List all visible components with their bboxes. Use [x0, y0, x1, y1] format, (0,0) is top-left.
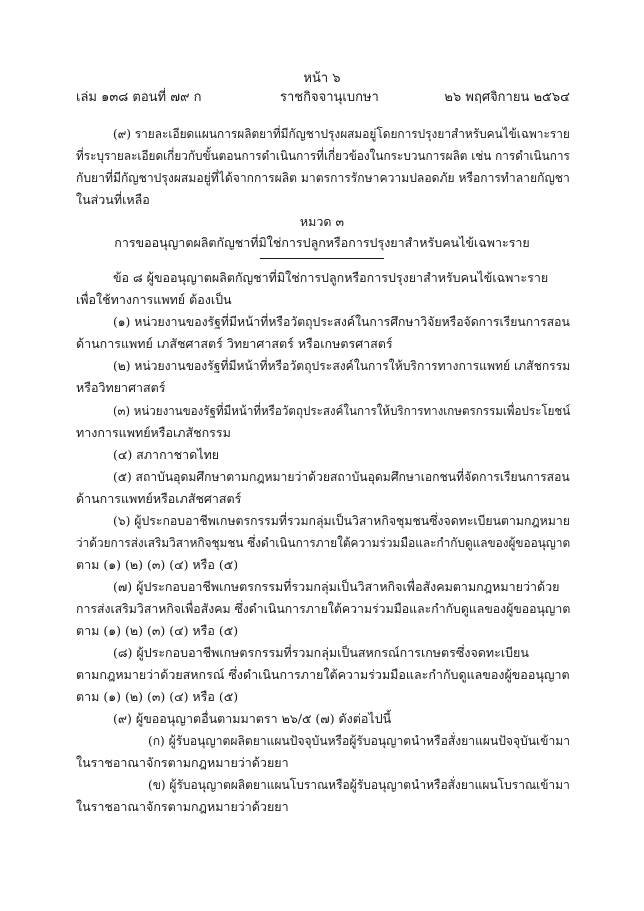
section-subheading: การขออนุญาตผลิตกัญชาที่มิใช่การปลูกหรือการปรุงยาสำหรับคนไข้เฉพาะราย: [114, 235, 530, 250]
publication-date: ๒๖ พฤศจิกายน ๒๕๖๔: [444, 90, 570, 105]
item-line: ด้านการแพทย์ เภสัชศาสตร์ วิทยาศาสตร์ หรือเกษตรศาสตร์: [76, 336, 393, 351]
item-line: (๑) หน่วยงานของรัฐที่มีหน้าที่หรือวัตถุประสงค์ในการศึกษาวิจัยหรือจัดการเรียนการสอน: [113, 314, 570, 329]
item-line: (๗) ผู้ประกอบอาชีพเกษตรกรรมที่รวมกลุ่มเป็นวิสาหกิจเพื่อสังคมตามกฎหมายว่าด้วย: [113, 579, 560, 594]
clause-line: ข้อ ๘ ผู้ขออนุญาตผลิตกัญชาที่มิใช่การปลูกหรือการปรุงยาสำหรับคนไข้เฉพาะราย: [113, 270, 549, 285]
volume-issue: เล่ม ๑๓๘ ตอนที่ ๗๙ ก: [76, 90, 202, 105]
paragraph-line: ที่ระบุรายละเอียดเกี่ยวกับขั้นตอนการดำเนินการที่เกี่ยวข้องในกระบวนการผลิต เช่น การดำเนินการ: [76, 148, 570, 163]
item-line: หรือวิทยาศาสตร์: [76, 380, 166, 395]
subitem-line: (ก) ผู้รับอนุญาตผลิตยาแผนปัจจุบันหรือผู้รับอนุญาตนำหรือสั่งยาแผนปัจจุบันเข้ามา: [148, 733, 571, 748]
subitem-line: (ข) ผู้รับอนุญาตผลิตยาแผนโบราณหรือผู้รับอนุญาตนำหรือสั่งยาแผนโบราณเข้ามา: [148, 777, 570, 792]
item-line: (๔) สภากาชาดไทย: [113, 447, 220, 462]
item-line: ตาม (๑) (๒) (๓) (๔) หรือ (๕): [76, 557, 239, 572]
item-line: ตาม (๑) (๒) (๓) (๔) หรือ (๕): [76, 623, 239, 638]
gazette-title: ราชกิจจานุเบกษา: [280, 90, 379, 105]
item-line: (๕) สถาบันอุดมศึกษาตามกฎหมายว่าด้วยสถาบันอุดมศึกษาเอกชนที่จัดการเรียนการสอน: [113, 469, 570, 484]
item-line: ว่าด้วยการส่งเสริมวิสาหกิจชุมชน ซึ่งดำเนินการภายใต้ความร่วมมือและกำกับดูแลของผู้ขออนุญาต: [76, 535, 571, 550]
subitem-line: ในราชอาณาจักรตามกฎหมายว่าด้วยยา: [76, 755, 289, 770]
paragraph-line: กับยาที่มีกัญชาปรุงผสมอยู่ที่ได้จากการผลิต มาตรการรักษาความปลอดภัย หรือการทำลายกัญชา: [76, 170, 570, 185]
clause-line: เพื่อใช้ทางการแพทย์ ต้องเป็น: [76, 292, 232, 307]
item-line: ตาม (๑) (๒) (๓) (๔) หรือ (๕): [76, 689, 239, 704]
item-line: ตามกฎหมายว่าด้วยสหกรณ์ ซึ่งดำเนินการภายใต้ความร่วมมือและกำกับดูแลของผู้ขออนุญาต: [76, 667, 570, 682]
item-line: (๓) หน่วยงานของรัฐที่มีหน้าที่หรือวัตถุประสงค์ในการให้บริการทางเกษตรกรรมเพื่อประโยชน์: [113, 403, 571, 418]
section-heading: หมวด ๓: [299, 214, 345, 229]
item-line: การส่งเสริมวิสาหกิจเพื่อสังคม ซึ่งดำเนินการภายใต้ความร่วมมือและกำกับดูแลของผู้ขออนุญาต: [76, 601, 571, 616]
gazette-header: [76, 86, 570, 104]
section-divider: [260, 258, 384, 259]
item-line: (๙) ผู้ขออนุญาตอื่นตามมาตรา ๒๖/๕ (๗) ดังต่อไปนี้: [113, 711, 392, 726]
item-line: ทางการแพทย์หรือเภสัชกรรม: [76, 425, 231, 440]
item-line: (๖) ผู้ประกอบอาชีพเกษตรกรรมที่รวมกลุ่มเป็นวิสาหกิจชุมชนซึ่งจดทะเบียนตามกฎหมาย: [113, 513, 570, 528]
page-number: หน้า ๖: [303, 71, 341, 86]
item-line: ด้านการแพทย์หรือเภสัชศาสตร์: [76, 491, 242, 506]
paragraph-line: (๙) รายละเอียดแผนการผลิตยาที่มีกัญชาปรุงผสมอยู่โดยการปรุงยาสำหรับคนไข้เฉพาะราย: [113, 126, 570, 141]
item-line: (๘) ผู้ประกอบอาชีพเกษตรกรรมที่รวมกลุ่มเป็นสหกรณ์การเกษตรซึ่งจดทะเบียน: [113, 645, 529, 660]
subitem-line: ในราชอาณาจักรตามกฎหมายว่าด้วยยา: [76, 799, 289, 814]
paragraph-line: ในส่วนที่เหลือ: [76, 192, 150, 207]
item-line: (๒) หน่วยงานของรัฐที่มีหน้าที่หรือวัตถุประสงค์ในการให้บริการทางการแพทย์ เภสัชกรรม: [113, 358, 571, 373]
